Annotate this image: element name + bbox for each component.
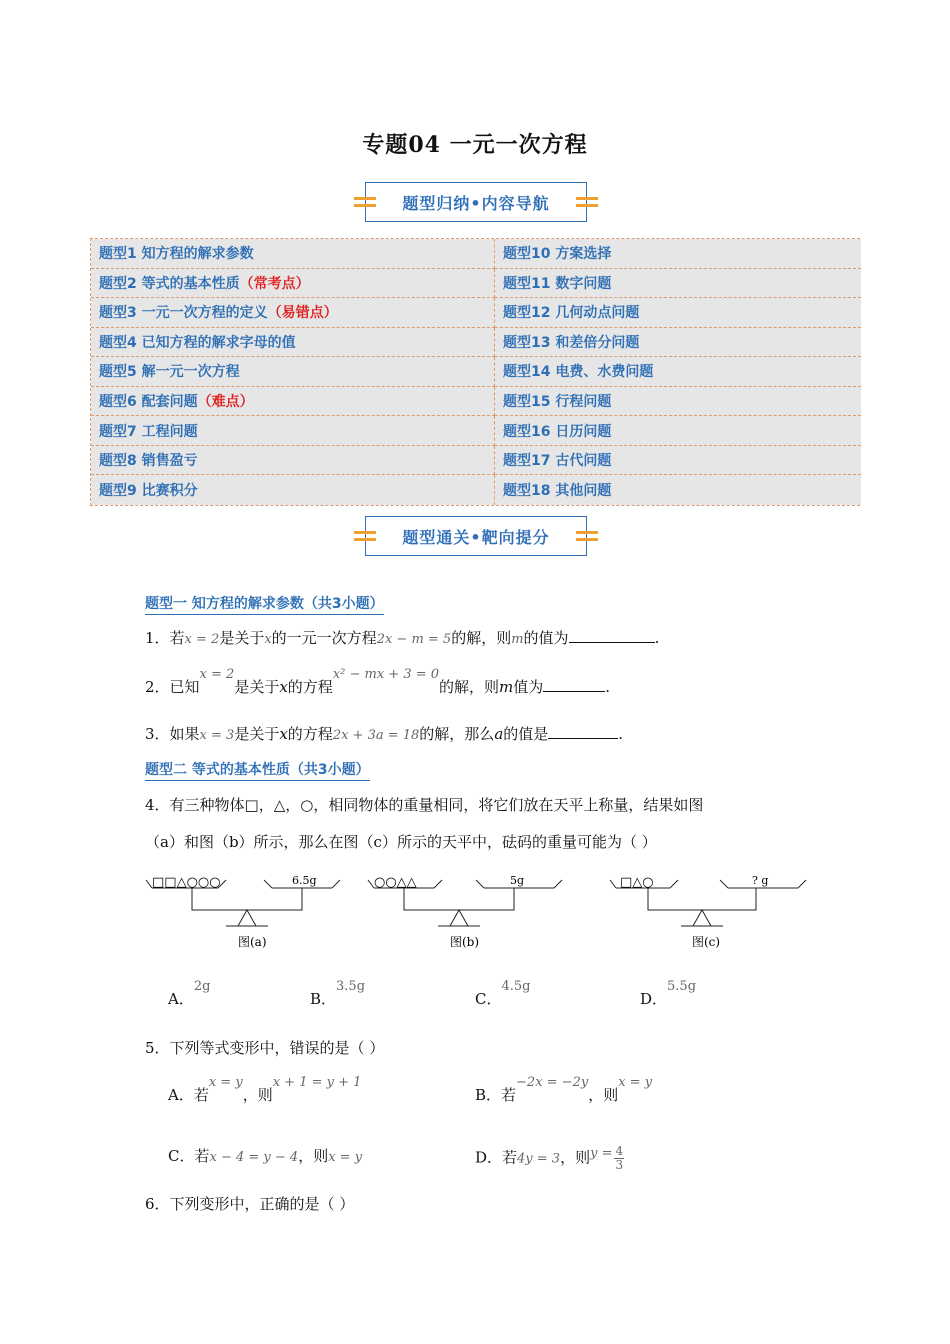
answer-blank[interactable] (548, 726, 618, 739)
banner-bar-icon (576, 531, 598, 541)
balance-scale-a (146, 874, 340, 949)
question-4-line2: （a）和图（b）所示，那么在图（c）所示的天平中，砝码的重量可能为（ ） (145, 833, 657, 851)
nav-item[interactable]: 题型18 其他问题 (495, 475, 861, 505)
balance-scale-c (610, 874, 806, 949)
question-1: 1．若x = 2是关于x的一元一次方程2x − m = 5的解，则m的值为 . (145, 629, 660, 647)
nav-item[interactable]: 题型10 方案选择 (495, 239, 861, 269)
nav-item[interactable]: 题型15 行程问题 (495, 387, 861, 417)
scale-c-weight: ? g (752, 874, 769, 887)
practice-banner-label: 题型通关•靶向提分 (402, 527, 550, 547)
nav-item[interactable]: 题型1 知方程的解求参数 (91, 239, 495, 269)
scale-a-left-objects: □□△○○○ (152, 875, 221, 890)
nav-item[interactable]: 题型11 数字问题 (495, 269, 861, 299)
banner-bar-icon (354, 197, 376, 207)
nav-item[interactable]: 题型16 日历问题 (495, 416, 861, 446)
question-5: 5．下列等式变形中，错误的是（ ） (145, 1039, 385, 1057)
question-2: 2．已知x = 2是关于x的方程x² − mx + 3 = 0的解，则m值为 . (145, 667, 611, 696)
nav-item[interactable]: 题型5 解一元一次方程 (91, 357, 495, 387)
scale-c-left-objects: □△○ (620, 875, 654, 890)
nav-item[interactable]: 题型17 古代问题 (495, 446, 861, 476)
scale-c-caption: 图(c) (692, 935, 721, 949)
q5-option-c[interactable]: C．若x − 4 = y − 4，则x = y (168, 1147, 363, 1165)
nav-item[interactable]: 题型6 配套问题 （难点） (91, 387, 495, 417)
topic-nav-table (90, 238, 860, 506)
nav-item[interactable]: 题型12 几何动点问题 (495, 298, 861, 328)
scale-a-caption: 图(a) (238, 935, 267, 949)
fraction: $\frac{4}{3}$ (615, 1144, 624, 1172)
banner-bar-icon (576, 197, 598, 207)
nav-item[interactable]: 题型9 比赛积分 (91, 475, 495, 505)
q4-option-d[interactable]: D．5.5g (640, 979, 697, 1008)
nav-item[interactable]: 题型7 工程问题 (91, 416, 495, 446)
banner-bar-icon (354, 531, 376, 541)
nav-item[interactable]: 题型2 等式的基本性质 （常考点） (91, 269, 495, 299)
q5-option-b[interactable]: B．若−2x = −2y，则x = y (475, 1075, 653, 1104)
scale-a-weight: 6.5g (292, 874, 317, 887)
nav-item[interactable]: 题型14 电费、水费问题 (495, 357, 861, 387)
answer-blank[interactable] (543, 679, 605, 692)
section-heading-1: 题型一 知方程的解求参数（共3小题） (145, 593, 384, 615)
q4-option-b[interactable]: B．3.5g (310, 979, 366, 1008)
q5-option-a[interactable]: A．若x = y，则x + 1 = y + 1 (168, 1075, 362, 1104)
scale-b-caption: 图(b) (450, 935, 480, 949)
answer-blank[interactable] (569, 630, 655, 643)
question-3: 3．如果x = 3是关于x的方程2x + 3a = 18的解，那么a的值是 . (145, 725, 624, 743)
q5-option-d[interactable]: D．若4y = 3，则y = $\frac{4}{3}$ (475, 1144, 624, 1172)
nav-banner-label: 题型归纳•内容导航 (402, 193, 550, 213)
question-6: 6．下列变形中，正确的是（ ） (145, 1195, 355, 1213)
question-4-line1: 4．有三种物体□，△，○，相同物体的重量相同，将它们放在天平上称量，结果如图 (145, 796, 704, 814)
nav-item[interactable]: 题型3 一元一次方程的定义 （易错点） (91, 298, 495, 328)
scale-b-left-objects: ○○△△ (374, 875, 417, 890)
q4-option-a[interactable]: A．2g (168, 979, 211, 1008)
balance-scale-b (368, 874, 562, 949)
nav-item[interactable]: 题型4 已知方程的解求字母的值 (91, 328, 495, 358)
balance-figures (140, 868, 820, 958)
nav-item[interactable]: 题型13 和差倍分问题 (495, 328, 861, 358)
scale-b-weight: 5g (510, 874, 525, 887)
q4-option-c[interactable]: C．4.5g (475, 979, 531, 1008)
practice-banner (365, 516, 587, 556)
nav-banner (365, 182, 587, 222)
nav-item[interactable]: 题型8 销售盈亏 (91, 446, 495, 476)
section-heading-2: 题型二 等式的基本性质（共3小题） (145, 759, 370, 781)
page-title: 专题04 一元一次方程 (362, 132, 588, 158)
